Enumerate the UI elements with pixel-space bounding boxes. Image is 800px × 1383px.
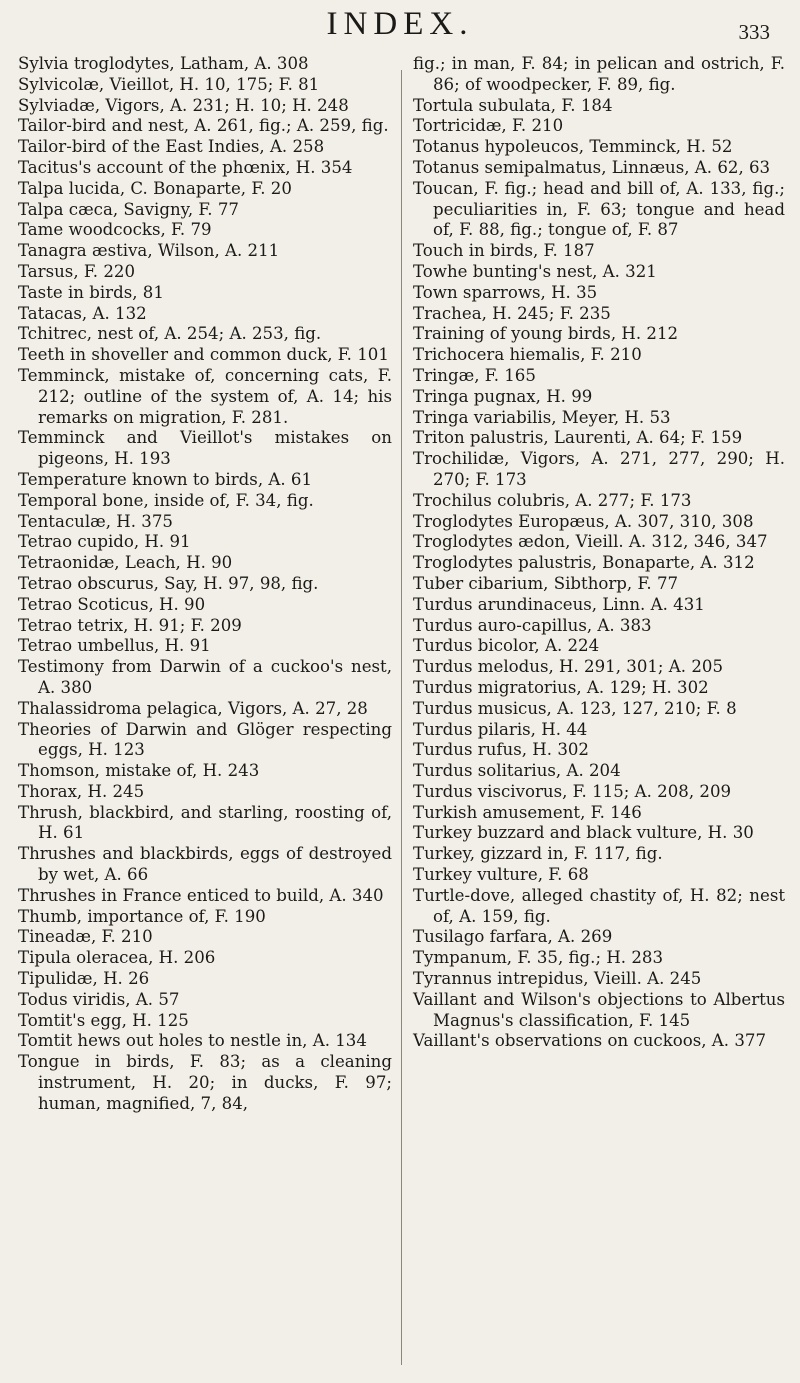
index-entry: [413, 823, 785, 844]
index-entry: [18, 262, 392, 283]
index-entry-text: Turdus pilaris, H. 44: [413, 719, 588, 739]
index-entry: [18, 595, 392, 616]
index-entry: [413, 761, 785, 782]
index-entry: [18, 137, 392, 158]
index-entry-text: Tetrao Scoticus, H. 90: [18, 594, 206, 614]
index-entry-text: Totanus hypoleucos, Temminck, H. 52: [413, 137, 733, 157]
index-entry: [18, 782, 392, 803]
index-entry-text: Tomtit's egg, H. 125: [18, 1010, 189, 1030]
index-entry: [413, 345, 785, 366]
index-entry-text: Towhe bunting's nest, A. 321: [413, 261, 657, 281]
index-entry: [413, 1031, 785, 1052]
index-entry: [413, 137, 785, 158]
index-entry: [413, 989, 791, 1032]
index-entry: [18, 927, 392, 948]
index-entry: [413, 512, 785, 533]
index-entry: [18, 802, 398, 845]
index-entry-text: fig.; in man, F. 84; in pelican and ostrich, F. 86; of woodpecker, F. 89, fig.: [413, 54, 791, 94]
index-entry: [413, 844, 785, 865]
index-entry: [18, 304, 392, 325]
index-entry: [413, 657, 785, 678]
index-entry-text: Tortula subulata, F. 184: [413, 95, 613, 115]
index-entry-text: Tongue in birds, F. 83; as a cleaning instrument, H. 20; in ducks, F. 97; human, magnified, 7, 84,: [18, 1052, 398, 1113]
index-entry-text: Teeth in shoveller and common duck, F. 101: [18, 345, 389, 365]
index-entry: [413, 96, 785, 117]
index-entry: [18, 345, 392, 366]
index-entry-text: Turkey, gizzard in, F. 117, fig.: [413, 844, 663, 864]
index-entry: [413, 678, 785, 699]
index-entry: [413, 241, 785, 262]
index-entry: [18, 470, 392, 491]
index-entry-text: Tetrao tetrix, H. 91; F. 209: [18, 615, 242, 635]
index-entry-text: Tusilago farfara, A. 269: [413, 927, 613, 947]
index-entry-text: Totanus semipalmatus, Linnæus, A. 62, 63: [413, 157, 771, 177]
index-entry-text: Touch in birds, F. 187: [413, 241, 595, 261]
index-entry-text: Thrush, blackbird, and starling, roosting of, H. 61: [18, 802, 398, 843]
index-entry-text: Turdus viscivorus, F. 115; A. 208, 209: [413, 781, 732, 801]
index-entry-text: Temperature known to birds, A. 61: [18, 469, 313, 489]
index-entry: [413, 324, 785, 345]
index-entry: [413, 927, 785, 948]
index-entry-text: Turdus musicus, A. 123, 127, 210; F. 8: [413, 698, 737, 718]
index-entry: [413, 366, 785, 387]
index-entry: [18, 491, 392, 512]
index-entry: [18, 574, 392, 595]
index-entry: [413, 283, 785, 304]
index-entry-text: Troglodytes ædon, Vieill. A. 312, 346, 347: [413, 532, 768, 552]
index-entry-text: Tringæ, F. 165: [413, 365, 536, 385]
index-entry-text: Tame woodcocks, F. 79: [18, 220, 212, 240]
index-entry: [413, 865, 785, 886]
index-entry: [18, 220, 392, 241]
index-entry-text: Sylvia troglodytes, Latham, A. 308: [18, 54, 309, 73]
index-entry-text: Turkey buzzard and black vulture, H. 30: [413, 823, 754, 843]
index-entry-text: Tetrao obscurus, Say, H. 97, 98, fig.: [18, 573, 319, 593]
page-title: INDEX.: [326, 6, 474, 42]
index-entry: [18, 365, 398, 428]
index-entry-text: Toucan, F. fig.; head and bill of, A. 133, fig.; peculiarities in, F. 63; tongue and head of, F. 88, fig.; tongue of, F. 87: [413, 178, 791, 240]
index-entry: [18, 990, 392, 1011]
index-entry: [18, 657, 398, 699]
index-entry: [413, 803, 785, 824]
index-entry-text: Vaillant and Wilson's objections to Albertus Magnus's classification, F. 145: [413, 989, 791, 1030]
index-entry-text: Talpa lucida, C. Bonaparte, F. 20: [18, 178, 292, 198]
page-header: [0, 6, 800, 54]
index-entry: [413, 616, 785, 637]
index-entry: [413, 948, 785, 969]
index-entry-text: Trochilus colubris, A. 277; F. 173: [413, 490, 692, 510]
index-entry-text: Sylviadæ, Vigors, A. 231; H. 10; H. 248: [18, 95, 349, 115]
index-entry-text: Temminck, mistake of, concerning cats, F. 212; outline of the system of, A. 14; his remarks on migration, F. 281.: [18, 365, 398, 427]
index-entry: [18, 241, 392, 262]
index-entry-text: Trachea, H. 245; F. 235: [413, 303, 611, 323]
column-divider: [401, 70, 402, 1365]
index-entry-text: Tentaculæ, H. 375: [18, 511, 173, 531]
index-entry: [413, 532, 785, 553]
index-entry: [413, 387, 785, 408]
index-entry: [413, 969, 785, 990]
index-entry: [18, 75, 392, 96]
index-entry: [18, 616, 392, 637]
index-entry: [413, 304, 785, 325]
index-entry: [18, 907, 392, 928]
index-entry-text: Tanagra æstiva, Wilson, A. 211: [18, 241, 280, 261]
index-entry: [18, 636, 392, 657]
index-entry: [18, 948, 392, 969]
index-entry: [18, 96, 392, 117]
index-entry: [18, 116, 392, 137]
index-entry: [413, 740, 785, 761]
index-entry: [18, 844, 398, 886]
index-entry: [18, 283, 392, 304]
index-entry-text: Temporal bone, inside of, F. 34, fig.: [18, 490, 314, 510]
index-entry-text: Tchitrec, nest of, A. 254; A. 253, fig.: [18, 324, 322, 344]
index-entry-text: Tacitus's account of the phœnix, H. 354: [18, 157, 353, 177]
index-entry-text: Thumb, importance of, F. 190: [18, 906, 266, 926]
index-entry-text: Trochilidæ, Vigors, A. 271, 277, 290; H. 270; F. 173: [413, 449, 791, 489]
index-entry: [18, 1052, 398, 1114]
index-entry-text: Troglodytes palustris, Bonaparte, A. 312: [413, 553, 755, 573]
index-entry: [18, 54, 392, 75]
index-entry: [413, 574, 785, 595]
index-entry: [413, 449, 791, 491]
index-entry-text: Thalassidroma pelagica, Vigors, A. 27, 28: [18, 698, 368, 718]
index-entry-text: Tipulidæ, H. 26: [18, 969, 150, 989]
index-entry: [413, 699, 785, 720]
index-entry: [18, 719, 398, 762]
index-entry: [18, 699, 392, 720]
index-entry-text: Talpa cæca, Savigny, F. 77: [18, 199, 239, 219]
index-entry-text: Turdus rufus, H. 302: [413, 740, 589, 760]
index-entry: [18, 553, 392, 574]
index-entry-text: Tetrao cupido, H. 91: [18, 532, 191, 552]
index-entry: [413, 116, 785, 137]
index-entry-text: Tineadæ, F. 210: [18, 927, 153, 947]
index-entry: [413, 885, 791, 928]
index-entry-text: Turdus migratorius, A. 129; H. 302: [413, 677, 709, 697]
index-entry-text: Theories of Darwin and Glöger respecting eggs, H. 123: [18, 719, 398, 760]
index-entry-text: Tringa variabilis, Meyer, H. 53: [413, 407, 671, 427]
index-entry-text: Testimony from Darwin of a cuckoo's nest, A. 380: [18, 657, 398, 697]
index-entry: [413, 782, 785, 803]
index-entry-text: Thomson, mistake of, H. 243: [18, 761, 260, 781]
index-entry: [18, 428, 398, 470]
index-entry-text: Trichocera hiemalis, F. 210: [413, 345, 642, 365]
index-entry: [413, 428, 785, 449]
index-entry: [413, 408, 785, 429]
index-entry: [413, 720, 785, 741]
index-entry-text: Todus viridis, A. 57: [18, 989, 180, 1009]
index-entry: [18, 886, 392, 907]
index-entry-text: Turdus auro-capillus, A. 383: [413, 615, 652, 635]
index-entry-text: Troglodytes Europæus, A. 307, 310, 308: [413, 511, 754, 531]
index-entry-text: Tetrao umbellus, H. 91: [18, 636, 211, 656]
index-entry-text: Tailor-bird and nest, A. 261, fig.; A. 259, fig.: [18, 116, 389, 136]
left-index-column: [18, 54, 398, 1115]
index-entry: [18, 512, 392, 533]
index-entry: [413, 262, 785, 283]
index-entry: [413, 636, 785, 657]
index-entry-text: Tarsus, F. 220: [18, 261, 136, 281]
index-entry-text: Turkish amusement, F. 146: [413, 802, 642, 822]
index-entry-text: Sylvicolæ, Vieillot, H. 10, 175; F. 81: [18, 74, 320, 94]
index-entry: [18, 1031, 392, 1052]
index-entry-text: Turdus melodus, H. 291, 301; A. 205: [413, 657, 723, 677]
index-entry-text: Thrushes in France enticed to build, A. 340: [18, 885, 384, 905]
index-entry: [413, 178, 791, 241]
page-number: 333: [738, 20, 770, 44]
right-index-column: [413, 54, 791, 1052]
index-entry: [18, 324, 392, 345]
index-entry-text: Tortricidæ, F. 210: [413, 116, 564, 136]
index-entry-text: Thrushes and blackbirds, eggs of destroyed by wet, A. 66: [18, 844, 398, 885]
index-entry: [18, 158, 392, 179]
index-entry-text: Tatacas, A. 132: [18, 303, 147, 323]
index-entry-text: Vaillant's observations on cuckoos, A. 377: [413, 1031, 766, 1051]
index-entry: [413, 595, 785, 616]
index-entry-text: Tuber cibarium, Sibthorp, F. 77: [413, 573, 679, 593]
index-entry-text: Turkey vulture, F. 68: [413, 865, 589, 885]
index-entry-text: Temminck and Vieillot's mistakes on pigeons, H. 193: [18, 428, 398, 469]
index-entry-text: Tailor-bird of the East Indies, A. 258: [18, 137, 325, 157]
index-entry-text: Taste in birds, 81: [18, 282, 164, 302]
index-entry-text: Tetraonidæ, Leach, H. 90: [18, 553, 233, 573]
index-entry-text: Turtle-dove, alleged chastity of, H. 82; nest of, A. 159, fig.: [413, 885, 791, 926]
index-entry: [18, 200, 392, 221]
index-entry-text: Tyrannus intrepidus, Vieill. A. 245: [413, 969, 702, 989]
index-entry: [18, 1011, 392, 1032]
index-entry: [18, 761, 392, 782]
index-entry: [413, 553, 785, 574]
index-entry-text: Turdus arundinaceus, Linn. A. 431: [413, 594, 705, 614]
index-entry: [413, 54, 791, 96]
index-entry: [18, 532, 392, 553]
index-entry: [413, 158, 785, 179]
index-entry-text: Triton palustris, Laurenti, A. 64; F. 159: [413, 428, 743, 448]
index-entry-text: Tringa pugnax, H. 99: [413, 386, 593, 406]
index-entry-text: Turdus solitarius, A. 204: [413, 761, 621, 781]
index-entry: [18, 179, 392, 200]
index-entry-text: Tympanum, F. 35, fig.; H. 283: [413, 948, 664, 968]
index-entry-text: Tipula oleracea, H. 206: [18, 948, 216, 968]
index-entry: [18, 969, 392, 990]
index-entry-text: Turdus bicolor, A. 224: [413, 636, 600, 656]
index-entry: [413, 491, 785, 512]
index-entry-text: Tomtit hews out holes to nestle in, A. 134: [18, 1031, 367, 1051]
index-entry-text: Training of young birds, H. 212: [413, 324, 679, 344]
index-entry-text: Thorax, H. 245: [18, 781, 145, 801]
index-entry-text: Town sparrows, H. 35: [413, 282, 598, 302]
